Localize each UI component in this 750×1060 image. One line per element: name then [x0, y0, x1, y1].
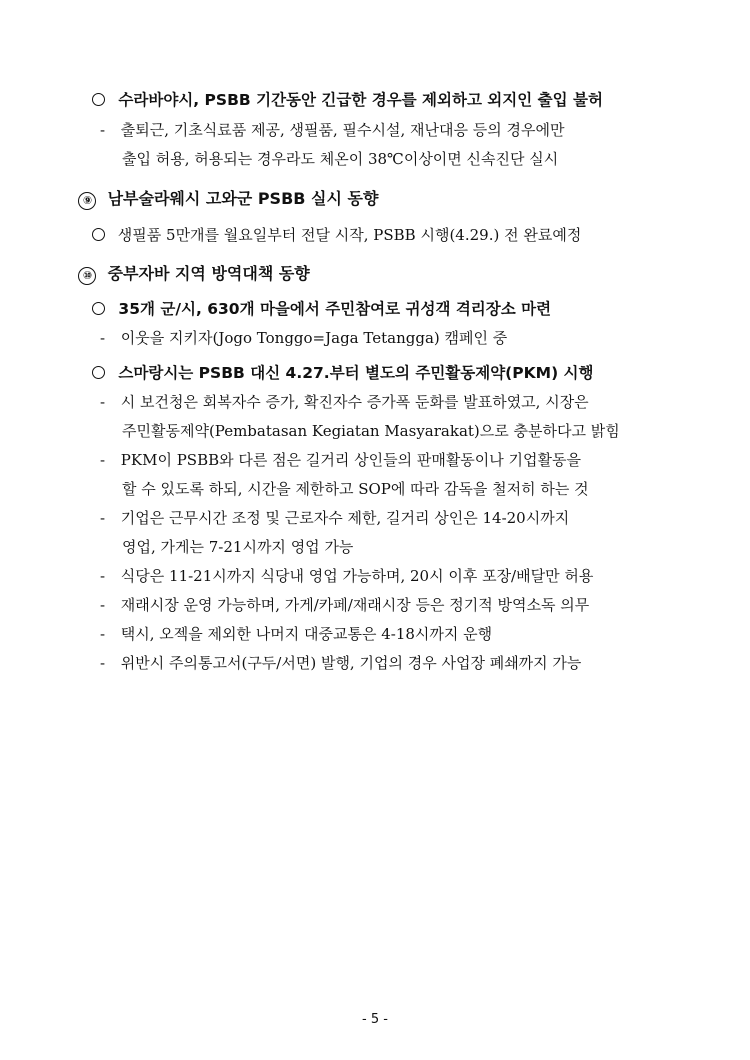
sub-item-text: 택시, 오젝을 제외한 나머지 대중교통은 4-18시까지 운행: [120, 625, 493, 643]
item-text: 생필품 5만개를 월요일부터 전달 시작, PSBB 시행(4.29.) 전 완료예정: [117, 226, 582, 244]
sub-item-text: 출퇴근, 기초식료품 제공, 생필품, 필수시설, 재난대응 등의 경우에만: [120, 121, 565, 139]
item-text: 35개 군/시, 630개 마을에서 주민참여로 귀성객 격리장소 마련: [118, 300, 552, 318]
sub-item-text: 영업, 가게는 7-21시까지 영업 가능: [122, 538, 354, 556]
sub-item-text: 주민활동제약(Pembatasan Kegiatan Masyarakat)으로 충분하다고 밝힘: [122, 422, 620, 440]
dash-bullet-icon: -: [100, 451, 106, 469]
sub-item-text: 이웃을 지키자(Jogo Tonggo=Jaga Tetangga) 캠페인 중: [120, 329, 508, 347]
sub-item-continuation: [122, 421, 722, 441]
section-heading: [78, 189, 718, 210]
sub-item-continuation: [122, 149, 722, 169]
bullet-item: [92, 363, 712, 383]
circle-bullet-icon: [92, 228, 105, 241]
section-number: ⑩: [78, 267, 96, 285]
sub-item: [100, 392, 720, 412]
circle-bullet-icon: [92, 93, 105, 106]
sub-item: [100, 653, 720, 673]
sub-item-text: 기업은 근무시간 조정 및 근로자수 제한, 길거리 상인은 14-20시까지: [120, 509, 570, 527]
bullet-item: [92, 299, 712, 319]
dash-bullet-icon: -: [100, 596, 106, 614]
dash-bullet-icon: -: [100, 393, 106, 411]
dash-bullet-icon: -: [100, 509, 106, 527]
bullet-item: [92, 90, 712, 110]
sub-item: [100, 595, 720, 615]
section-number: ⑨: [78, 192, 96, 210]
bullet-item: [92, 225, 712, 245]
dash-bullet-icon: -: [100, 625, 106, 643]
sub-item: [100, 566, 720, 586]
sub-item-text: PKM이 PSBB와 다른 점은 길거리 상인들의 판매활동이나 기업활동을: [120, 451, 581, 469]
circle-bullet-icon: [92, 302, 105, 315]
sub-item: [100, 450, 720, 470]
dash-bullet-icon: -: [100, 121, 106, 139]
sub-item-text: 출입 허용, 허용되는 경우라도 체온이 38℃이상이면 신속진단 실시: [122, 150, 559, 168]
sub-item: [100, 624, 720, 644]
section-title: 중부자바 지역 방역대책 동향: [107, 264, 310, 283]
sub-item-text: 위반시 주의통고서(구두/서면) 발행, 기업의 경우 사업장 폐쇄까지 가능: [120, 654, 582, 672]
sub-item: [100, 508, 720, 528]
section-title: 남부술라웨시 고와군 PSBB 실시 동향: [107, 189, 379, 208]
dash-bullet-icon: -: [100, 567, 106, 585]
sub-item: [100, 328, 720, 348]
sub-item-continuation: [122, 479, 722, 499]
sub-item-text: 할 수 있도록 하되, 시간을 제한하고 SOP에 따라 감독을 철저히 하는 것: [122, 480, 589, 498]
sub-item-continuation: [122, 537, 722, 557]
page-number: - 5 -: [362, 1012, 388, 1027]
item-text: 스마랑시는 PSBB 대신 4.27.부터 별도의 주민활동제약(PKM) 시행: [118, 364, 594, 382]
dash-bullet-icon: -: [100, 329, 106, 347]
dash-bullet-icon: -: [100, 654, 106, 672]
sub-item-text: 시 보건청은 회복자수 증가, 확진자수 증가폭 둔화를 발표하였고, 시장은: [120, 393, 589, 411]
section-heading: [78, 264, 718, 285]
sub-item: [100, 120, 720, 140]
circle-bullet-icon: [92, 366, 105, 379]
item-text: 수라바야시, PSBB 기간동안 긴급한 경우를 제외하고 외지인 출입 불허: [118, 91, 603, 109]
sub-item-text: 재래시장 운영 가능하며, 가게/카페/재래시장 등은 정기적 방역소독 의무: [120, 596, 590, 614]
sub-item-text: 식당은 11-21시까지 식당내 영업 가능하며, 20시 이후 포장/배달만 허용: [120, 567, 594, 585]
